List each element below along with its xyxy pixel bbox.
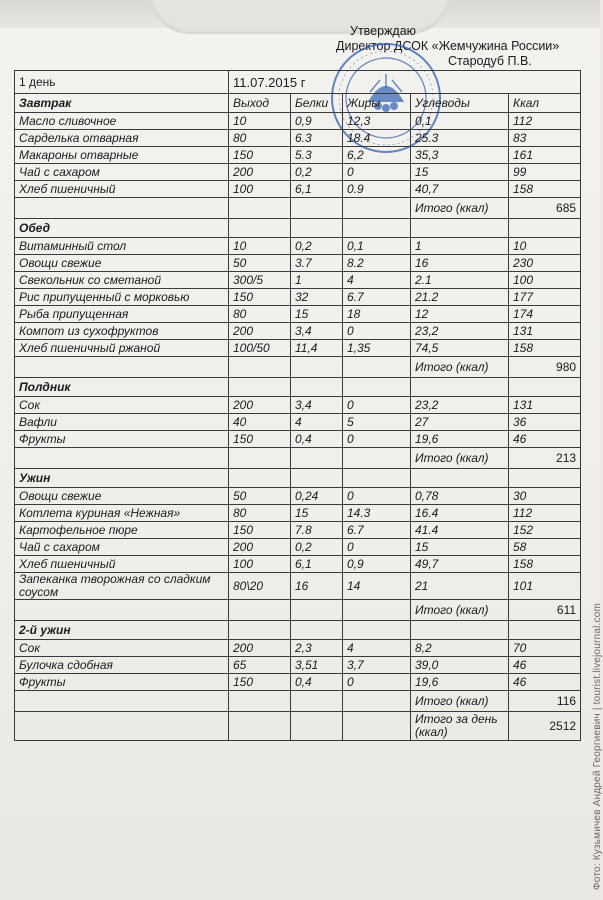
empty-cell: [411, 469, 509, 488]
nutrition-value: 41.4: [411, 522, 509, 539]
total-row: [15, 448, 581, 469]
nutrition-value: 200: [229, 640, 291, 657]
nutrition-value: 100: [229, 181, 291, 198]
dish-name: Масло сливочное: [15, 113, 229, 130]
empty-cell: [343, 378, 411, 397]
menu-table: [14, 70, 581, 741]
meal-title: Полдник: [15, 378, 229, 397]
dish-name: Сарделька отварная: [15, 130, 229, 147]
nutrition-value: 18.4: [343, 130, 411, 147]
nutrition-value: 25.3: [411, 130, 509, 147]
dish-name: Витаминный стол: [15, 238, 229, 255]
nutrition-value: 32: [291, 289, 343, 306]
dish-name: Овощи свежие: [15, 255, 229, 272]
col-output: Выход: [229, 94, 291, 113]
empty-cell: [229, 357, 291, 378]
nutrition-value: 49,7: [411, 556, 509, 573]
nutrition-value: 5: [343, 414, 411, 431]
dish-name: Хлеб пшеничный ржаной: [15, 340, 229, 357]
nutrition-value: 6,2: [343, 147, 411, 164]
empty-cell: [343, 448, 411, 469]
total-row: [15, 198, 581, 219]
empty-cell: [291, 600, 343, 621]
table-row: [15, 674, 581, 691]
empty-cell: [229, 219, 291, 238]
nutrition-value: 0.9: [343, 181, 411, 198]
empty-cell: [291, 448, 343, 469]
dish-name: Запеканка творожная со сладким соусом: [15, 573, 229, 600]
total-value: 116: [509, 691, 581, 712]
nutrition-value: 200: [229, 539, 291, 556]
nutrition-value: 4: [343, 640, 411, 657]
nutrition-value: 80\20: [229, 573, 291, 600]
dish-name: Рыба припущенная: [15, 306, 229, 323]
table-row: [15, 657, 581, 674]
nutrition-value: 150: [229, 147, 291, 164]
nutrition-value: 0,4: [291, 431, 343, 448]
nutrition-value: 16: [411, 255, 509, 272]
empty-cell: [343, 469, 411, 488]
nutrition-value: 0: [343, 539, 411, 556]
dish-name: Свекольник со сметаной: [15, 272, 229, 289]
nutrition-value: 21.2: [411, 289, 509, 306]
table-row: [15, 255, 581, 272]
table-row: [15, 340, 581, 357]
dish-name: Фрукты: [15, 674, 229, 691]
empty-cell: [343, 219, 411, 238]
dish-name: Картофельное пюре: [15, 522, 229, 539]
nutrition-value: 19,6: [411, 431, 509, 448]
dish-name: Рис припущенный с морковью: [15, 289, 229, 306]
dish-name: Чай с сахаром: [15, 539, 229, 556]
nutrition-value: 0: [343, 323, 411, 340]
total-row: [15, 691, 581, 712]
empty-cell: [15, 691, 229, 712]
nutrition-value: 131: [509, 397, 581, 414]
approval-position: Директор ДСОК «Жемчужина России»: [336, 39, 560, 53]
dish-name: Фрукты: [15, 431, 229, 448]
total-value: 611: [509, 600, 581, 621]
dish-name: Макароны отварные: [15, 147, 229, 164]
nutrition-value: 150: [229, 674, 291, 691]
nutrition-value: 150: [229, 289, 291, 306]
nutrition-value: 101: [509, 573, 581, 600]
empty-cell: [291, 219, 343, 238]
table-row: [15, 522, 581, 539]
nutrition-value: 3,4: [291, 323, 343, 340]
nutrition-value: 300/5: [229, 272, 291, 289]
nutrition-value: 3.7: [291, 255, 343, 272]
empty-cell: [343, 712, 411, 741]
nutrition-value: 10: [229, 238, 291, 255]
empty-cell: [291, 469, 343, 488]
empty-cell: [229, 691, 291, 712]
nutrition-value: 200: [229, 397, 291, 414]
nutrition-value: 10: [509, 238, 581, 255]
nutrition-value: 1: [291, 272, 343, 289]
empty-cell: [343, 198, 411, 219]
nutrition-value: 158: [509, 556, 581, 573]
nutrition-value: 4: [343, 272, 411, 289]
nutrition-value: 7.8: [291, 522, 343, 539]
nutrition-value: 100: [509, 272, 581, 289]
nutrition-value: 2.1: [411, 272, 509, 289]
nutrition-value: 8.2: [343, 255, 411, 272]
empty-cell: [291, 378, 343, 397]
nutrition-value: 0,1: [343, 238, 411, 255]
nutrition-value: 23,2: [411, 323, 509, 340]
col-kcal: Ккал: [509, 94, 581, 113]
nutrition-value: 27: [411, 414, 509, 431]
table-row: [15, 488, 581, 505]
section-title-row: [15, 469, 581, 488]
nutrition-value: 150: [229, 522, 291, 539]
dish-name: Сок: [15, 397, 229, 414]
day-total-value: 2512: [509, 712, 581, 741]
empty-cell: [229, 621, 291, 640]
empty-cell: [229, 448, 291, 469]
empty-cell: [229, 198, 291, 219]
nutrition-value: 21: [411, 573, 509, 600]
nutrition-value: 3,7: [343, 657, 411, 674]
table-row: [15, 556, 581, 573]
empty-cell: [509, 378, 581, 397]
nutrition-value: 40,7: [411, 181, 509, 198]
approval-title: Утверждаю: [350, 24, 417, 38]
nutrition-value: 80: [229, 130, 291, 147]
dish-name: Хлеб пшеничный: [15, 556, 229, 573]
nutrition-value: 230: [509, 255, 581, 272]
dish-name: Хлеб пшеничный: [15, 181, 229, 198]
approval-signatory: Стародуб П.В.: [448, 54, 532, 68]
total-label: Итого (ккал): [411, 600, 509, 621]
nutrition-value: 36: [509, 414, 581, 431]
empty-cell: [15, 712, 229, 741]
col-carbs: Углеводы: [411, 94, 509, 113]
nutrition-value: 100: [229, 556, 291, 573]
dish-name: Вафли: [15, 414, 229, 431]
empty-cell: [229, 600, 291, 621]
nutrition-value: 0: [343, 488, 411, 505]
table-row: [15, 306, 581, 323]
total-row: [15, 357, 581, 378]
empty-cell: [343, 621, 411, 640]
nutrition-value: 50: [229, 488, 291, 505]
nutrition-value: 65: [229, 657, 291, 674]
nutrition-value: 16: [291, 573, 343, 600]
empty-cell: [15, 198, 229, 219]
dish-name: Компот из сухофруктов: [15, 323, 229, 340]
nutrition-value: 15: [411, 164, 509, 181]
nutrition-value: 15: [291, 505, 343, 522]
dish-name: Чай с сахаром: [15, 164, 229, 181]
nutrition-value: 40: [229, 414, 291, 431]
nutrition-value: 74,5: [411, 340, 509, 357]
empty-cell: [411, 378, 509, 397]
total-label: Итого (ккал): [411, 448, 509, 469]
empty-cell: [15, 448, 229, 469]
day-total-row: [15, 712, 581, 741]
table-row: [15, 573, 581, 600]
table-row: [15, 272, 581, 289]
empty-cell: [509, 219, 581, 238]
nutrition-value: 4: [291, 414, 343, 431]
breakfast-title: Завтрак: [15, 94, 229, 113]
nutrition-value: 100/50: [229, 340, 291, 357]
nutrition-value: 1: [411, 238, 509, 255]
nutrition-value: 70: [509, 640, 581, 657]
nutrition-value: 46: [509, 674, 581, 691]
day-total-label: Итого за день (ккал): [411, 712, 509, 741]
col-protein: Белки: [291, 94, 343, 113]
empty-cell: [15, 357, 229, 378]
nutrition-value: 39,0: [411, 657, 509, 674]
section-title-row: [15, 621, 581, 640]
nutrition-value: 2,3: [291, 640, 343, 657]
section-title-row: [15, 378, 581, 397]
empty-cell: [291, 198, 343, 219]
empty-cell: [229, 712, 291, 741]
nutrition-value: 3,51: [291, 657, 343, 674]
dish-name: Котлета куриная «Нежная»: [15, 505, 229, 522]
nutrition-value: 200: [229, 323, 291, 340]
table-row: [15, 130, 581, 147]
nutrition-value: 12: [411, 306, 509, 323]
empty-cell: [15, 600, 229, 621]
table-row: [15, 113, 581, 130]
nutrition-value: 112: [509, 505, 581, 522]
total-value: 980: [509, 357, 581, 378]
table-row: [15, 323, 581, 340]
nutrition-value: 150: [229, 431, 291, 448]
section-title-row: [15, 219, 581, 238]
nutrition-value: 15: [291, 306, 343, 323]
column-header-row: [15, 94, 581, 113]
nutrition-value: 23,2: [411, 397, 509, 414]
nutrition-value: 161: [509, 147, 581, 164]
total-value: 685: [509, 198, 581, 219]
nutrition-value: 6.3: [291, 130, 343, 147]
empty-cell: [343, 600, 411, 621]
nutrition-value: 10: [229, 113, 291, 130]
table-row: [15, 238, 581, 255]
nutrition-value: 19,6: [411, 674, 509, 691]
nutrition-value: 1,35: [343, 340, 411, 357]
nutrition-value: 11,4: [291, 340, 343, 357]
nutrition-value: 0,2: [291, 238, 343, 255]
meal-title: Ужин: [15, 469, 229, 488]
table-row: [15, 539, 581, 556]
nutrition-value: 0,4: [291, 674, 343, 691]
nutrition-value: 30: [509, 488, 581, 505]
table-row: [15, 431, 581, 448]
photo-credit: Фото: Кузьмичев Андрей Георгиевич | tourist.livejournal.com: [592, 603, 603, 890]
empty-cell: [411, 621, 509, 640]
empty-cell: [509, 621, 581, 640]
total-label: Итого (ккал): [411, 198, 509, 219]
nutrition-value: 0,24: [291, 488, 343, 505]
nutrition-value: 46: [509, 431, 581, 448]
nutrition-value: 5.3: [291, 147, 343, 164]
meal-title: 2-й ужин: [15, 621, 229, 640]
nutrition-value: 46: [509, 657, 581, 674]
total-value: 213: [509, 448, 581, 469]
empty-cell: [291, 621, 343, 640]
table-row: [15, 414, 581, 431]
empty-cell: [229, 469, 291, 488]
meal-title: Обед: [15, 219, 229, 238]
nutrition-value: 80: [229, 306, 291, 323]
day-row: [15, 71, 581, 94]
nutrition-value: 0,9: [343, 556, 411, 573]
nutrition-value: 15: [411, 539, 509, 556]
day-number: 1 день: [15, 71, 229, 94]
nutrition-value: 6,1: [291, 556, 343, 573]
table-row: [15, 181, 581, 198]
nutrition-value: 177: [509, 289, 581, 306]
nutrition-value: 99: [509, 164, 581, 181]
nutrition-value: 8,2: [411, 640, 509, 657]
nutrition-value: 80: [229, 505, 291, 522]
empty-cell: [229, 378, 291, 397]
nutrition-value: 152: [509, 522, 581, 539]
nutrition-value: 3,4: [291, 397, 343, 414]
dish-name: Овощи свежие: [15, 488, 229, 505]
nutrition-value: 0,1: [411, 113, 509, 130]
nutrition-value: 14.3: [343, 505, 411, 522]
total-row: [15, 600, 581, 621]
nutrition-value: 200: [229, 164, 291, 181]
table-row: [15, 505, 581, 522]
table-row: [15, 164, 581, 181]
nutrition-value: 0: [343, 397, 411, 414]
nutrition-value: 83: [509, 130, 581, 147]
empty-cell: [291, 712, 343, 741]
empty-cell: [291, 691, 343, 712]
table-row: [15, 397, 581, 414]
nutrition-value: 6.7: [343, 522, 411, 539]
nutrition-value: 112: [509, 113, 581, 130]
nutrition-value: 131: [509, 323, 581, 340]
nutrition-value: 12,3: [343, 113, 411, 130]
nutrition-value: 18: [343, 306, 411, 323]
nutrition-value: 0,9: [291, 113, 343, 130]
nutrition-value: 16.4: [411, 505, 509, 522]
dish-name: Сок: [15, 640, 229, 657]
col-fat: Жиры: [343, 94, 411, 113]
dish-name: Булочка сдобная: [15, 657, 229, 674]
nutrition-value: 14: [343, 573, 411, 600]
nutrition-value: 158: [509, 340, 581, 357]
nutrition-value: 6.7: [343, 289, 411, 306]
nutrition-value: 6,1: [291, 181, 343, 198]
nutrition-value: 0,2: [291, 164, 343, 181]
nutrition-value: 58: [509, 539, 581, 556]
nutrition-value: 174: [509, 306, 581, 323]
table-row: [15, 147, 581, 164]
nutrition-value: 35,3: [411, 147, 509, 164]
empty-cell: [509, 469, 581, 488]
nutrition-value: 50: [229, 255, 291, 272]
nutrition-value: 0,2: [291, 539, 343, 556]
nutrition-value: 0,78: [411, 488, 509, 505]
empty-cell: [411, 219, 509, 238]
nutrition-value: 0: [343, 674, 411, 691]
nutrition-value: 158: [509, 181, 581, 198]
empty-cell: [343, 691, 411, 712]
total-label: Итого (ккал): [411, 691, 509, 712]
empty-cell: [343, 357, 411, 378]
nutrition-value: 0: [343, 431, 411, 448]
empty-cell: [291, 357, 343, 378]
table-row: [15, 640, 581, 657]
nutrition-value: 0: [343, 164, 411, 181]
total-label: Итого (ккал): [411, 357, 509, 378]
table-row: [15, 289, 581, 306]
menu-date: 11.07.2015 г: [229, 71, 581, 94]
